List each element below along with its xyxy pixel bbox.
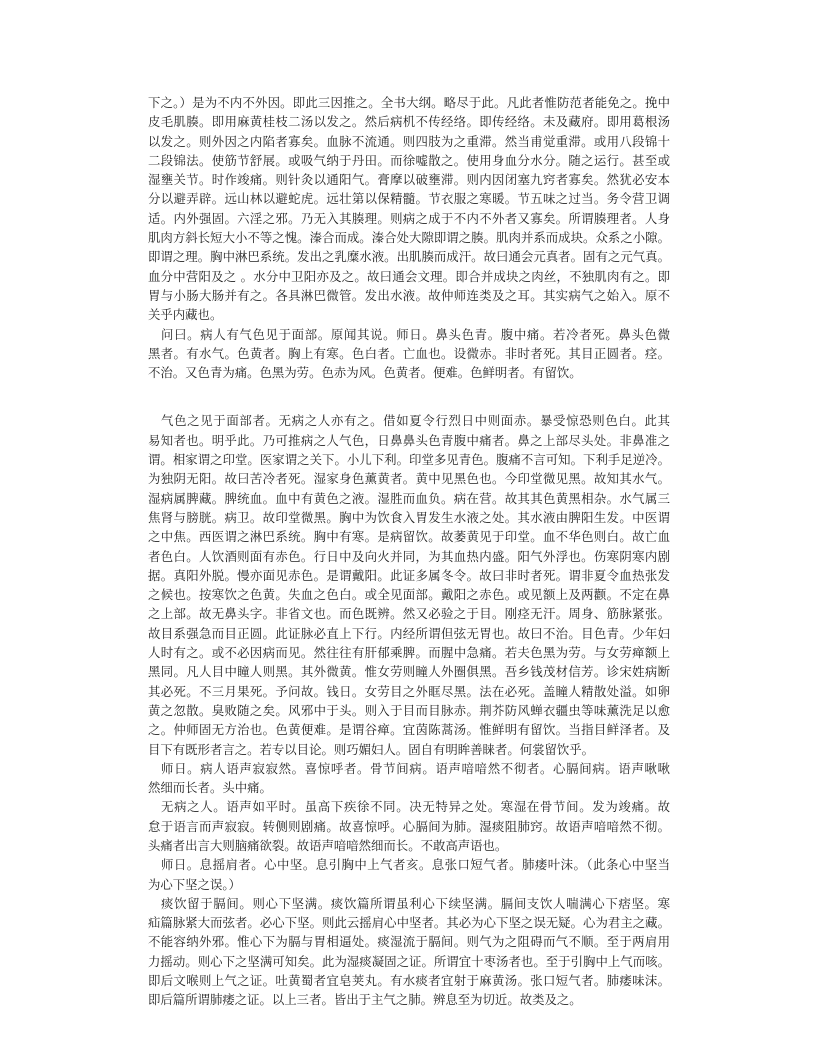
text-line: 疝篇脉紧大而弦者。必心下坚。则此云摇肩心中坚者。其必为心下坚之误无疑。心为君主之藏。 bbox=[148, 915, 670, 931]
text-line: 黑同。凡人目中瞳人则黑。其外微黄。惟女劳则瞳人外圈俱黑。吾乡钱茂材信芳。诊宋姓病断 bbox=[148, 664, 670, 680]
text-line: 易知者也。明乎此。乃可推病之人气色，日鼻鼻头色青腹中痛者。鼻之上部尽头处。非鼻准之 bbox=[148, 432, 670, 448]
text-line: 不治。又色青为痛。色黑为劳。色赤为风。色黄者。便难。色鲜明者。有留饮。 bbox=[148, 365, 582, 381]
text-line: 头痛者出言大则脑痛欲裂。故语声喑喑然细而长。不敢高声语也。 bbox=[148, 837, 508, 853]
text-line: 无病之人。语声如平时。虽高下疾徐不同。决无特异之处。寒湿在骨节间。发为竣痛。故 bbox=[161, 799, 670, 815]
text-line: 适。内外强固。六淫之邪。乃无入其腠理。则病之成于不内不外者又寡矣。所谓腠理者。人身 bbox=[148, 210, 670, 226]
text-line: 关乎内藏也。 bbox=[148, 307, 223, 323]
text-line: 故目系强急而目正圆。此证脉必直上下行。内经所谓但弦无胃也。故曰不治。目色青。少年妇 bbox=[148, 625, 670, 641]
text-line: 目下有既形者言之。若专以目论。则巧媚妇人。固自有明眸善睐者。何裳留饮乎。 bbox=[148, 741, 595, 757]
paragraph bbox=[148, 855, 670, 894]
text-line: 皮毛肌腠。即用麻黄桂枝二汤以发之。然后病机不传经络。即传经络。未及藏府。即用葛根汤 bbox=[148, 114, 670, 130]
text-line: 之中焦。西医谓之淋巴系统。胸中有寒。是病留饮。故萎黄见于印堂。血不华色则白。故亡血 bbox=[148, 529, 670, 545]
text-line: 谓。相家谓之印堂。医家谓之关下。小儿下利。印堂多见青色。腹痛不言可知。下利手足逆冷。 bbox=[148, 452, 670, 468]
text-line: 问曰。病人有气色见于面部。原闻其说。师日。鼻头色青。腹中痛。若冷者死。鼻头色微 bbox=[161, 326, 670, 342]
paragraph bbox=[148, 759, 670, 798]
text-line: 胃与小肠大肠并有之。各具淋巴微管。发出水液。故仲师连类及之耳。其实病气之始入。原不 bbox=[148, 287, 670, 303]
text-line: 分以避弄辟。远山林以避蛇虎。远壮第以保精髓。节衣服之寒暖。节五味之过当。务令营卫调 bbox=[148, 191, 670, 207]
text-line: 湿壅关节。时作竣痛。则针灸以通阳气。膏摩以破壅滞。则内因闭塞九窍者寡矣。然犹必安本 bbox=[148, 172, 670, 188]
text-line: 其必死。不三月果死。予问故。钱日。女劳目之外眶尽黑。法在必死。盖瞳人精散处溢。如卵 bbox=[148, 683, 670, 699]
paragraph bbox=[148, 894, 670, 1010]
text-line: 然细而长者。头中痛。 bbox=[148, 780, 272, 796]
text-line: 师日。息摇肩者。心中坚。息引胸中上气者亥。息张口短气者。肺痿叶沫。（此条心中坚当 bbox=[161, 857, 670, 873]
text-line: 气色之见于面部者。无病之人亦有之。借如夏令行烈日中则面赤。暴受惊恐则色白。此其 bbox=[161, 413, 670, 429]
text-line: 焦肾与膀胱。病卫。故印堂微黑。胸中为饮食入胃发生水液之处。其水液由脾阳生发。中医谓 bbox=[148, 509, 670, 525]
document-page bbox=[148, 93, 670, 1010]
text-line: 师日。病人语声寂寂然。喜惊呼者。骨节间病。语声喑喑然不彻者。心膈间病。语声啾啾 bbox=[161, 760, 670, 776]
paragraph bbox=[148, 411, 670, 758]
text-line: 据。真阳外脱。慢亦面见赤色。是谓戴阳。此证多属冬令。故曰非时者死。谓非夏令血热张发 bbox=[148, 567, 670, 583]
text-line: 力摇动。则心下之坚满可知矣。此为湿痰凝固之证。所谓宜十枣汤者也。至于引胸中上气而咳。 bbox=[148, 953, 670, 969]
text-line: 之上部。故无鼻头字。非省文也。而色既辨。然又必验之于目。刚痉无汗。周身、筋脉紧张。 bbox=[148, 606, 670, 622]
text-line: 二段锦法。使筋节舒展。或吸气纳于丹田。而徐嘘散之。使用身血分水分。随之运行。甚至或 bbox=[148, 152, 670, 168]
text-line: 者色白。人饮酒则面有赤色。行日中及向火并同，为其血热内盛。阳气外浮也。伤寒阴寒内剧 bbox=[148, 548, 670, 564]
text-line: 痰饮留于膈间。则心下坚满。痰饮篇所谓虽利心下续坚满。膈间支饮人喘满心下痞坚。寒 bbox=[161, 895, 670, 911]
text-line: 肌肉方斜长短大小不等之愧。溱合而成。溱合处大隙即谓之腠。肌肉并系而成块。众系之小隙。 bbox=[148, 230, 670, 246]
text-line: 即后文喉则上气之证。吐黄蜀者宜皂荚丸。有水痰者宜射于麻黄汤。张口短气者。肺痿味沫。 bbox=[148, 973, 670, 989]
text-line: 湿病属脾藏。脾统血。血中有黄色之液。湿胜而血负。病在营。故其其色黄黑相杂。水气属三 bbox=[148, 490, 670, 506]
text-line: 怠于语言而声寂寂。转侧则剧痛。故喜惊呼。心膈间为肺。湿痰阻肺窍。故语声喑喑然不彻。 bbox=[148, 818, 670, 834]
text-line: 以发之。则外因之内陷者寡矣。血脉不流通。则四肢为之重滞。然当甫觉重滞。或用八段锦十 bbox=[148, 133, 670, 149]
text-line: 黄之忽散。臭败随之矣。风邪中于头。则入于目而目脉赤。荆芥防风蝉衣疆虫等味薰洗足以愈 bbox=[148, 702, 670, 718]
text-line: 为独阴无阳。故曰苦冷者死。湿家身色薰黄者。黄中见黑色也。今印堂微见黑。故知其水气。 bbox=[148, 471, 670, 487]
text-line: 之候也。按寒饮之色黄。失血之色白。或全见面部。戴阳之赤色。或见额上及两颧。不定在鼻 bbox=[148, 587, 670, 603]
text-line: 即谓之理。胸中淋巴系统。发出之乳糜水液。出肌腠而成汗。故曰通会元真者。固有之元气真。 bbox=[148, 249, 670, 265]
text-line: 即后篇所谓肺痿之证。以上三者。皆出于主气之肺。辨息至为切近。故类及之。 bbox=[148, 992, 582, 1008]
paragraph bbox=[148, 797, 670, 855]
text-line: 血分中营阳及之 。水分中卫阳亦及之。故曰通会文理。即合并成块之肉丝，不独肌肉有之。即 bbox=[148, 268, 670, 284]
text-line: 为心下坚之误。） bbox=[148, 876, 241, 892]
paragraph bbox=[148, 325, 670, 383]
text-line: 人时有之。或不必因病而见。然往往有肝郁乘脾。而腥中急痛。若夫色黑为劳。与女劳瘅额上 bbox=[148, 645, 670, 661]
text-line: 不能容纳外邪。惟心下为膈与胃相逼处。痰湿流于膈间。则气为之阻碍而气不顺。至于两肩用 bbox=[148, 934, 670, 950]
text-line: 黑者。有水气。色黄者。胸上有寒。色白者。亡血也。设微赤。非时者死。其目正圆者。痉。 bbox=[148, 345, 670, 361]
text-line: 下之。）是为不内不外因。即此三因推之。全书大纲。略尽于此。凡此者惟防范者能免之。挽中 bbox=[148, 95, 670, 110]
paragraph bbox=[148, 93, 670, 325]
text-line: 之。仲师固无方治也。色黄便难。是谓谷瘅。宜茵陈蒿汤。惟鲜明有留饮。当指目鲜泽者。及 bbox=[148, 722, 670, 738]
